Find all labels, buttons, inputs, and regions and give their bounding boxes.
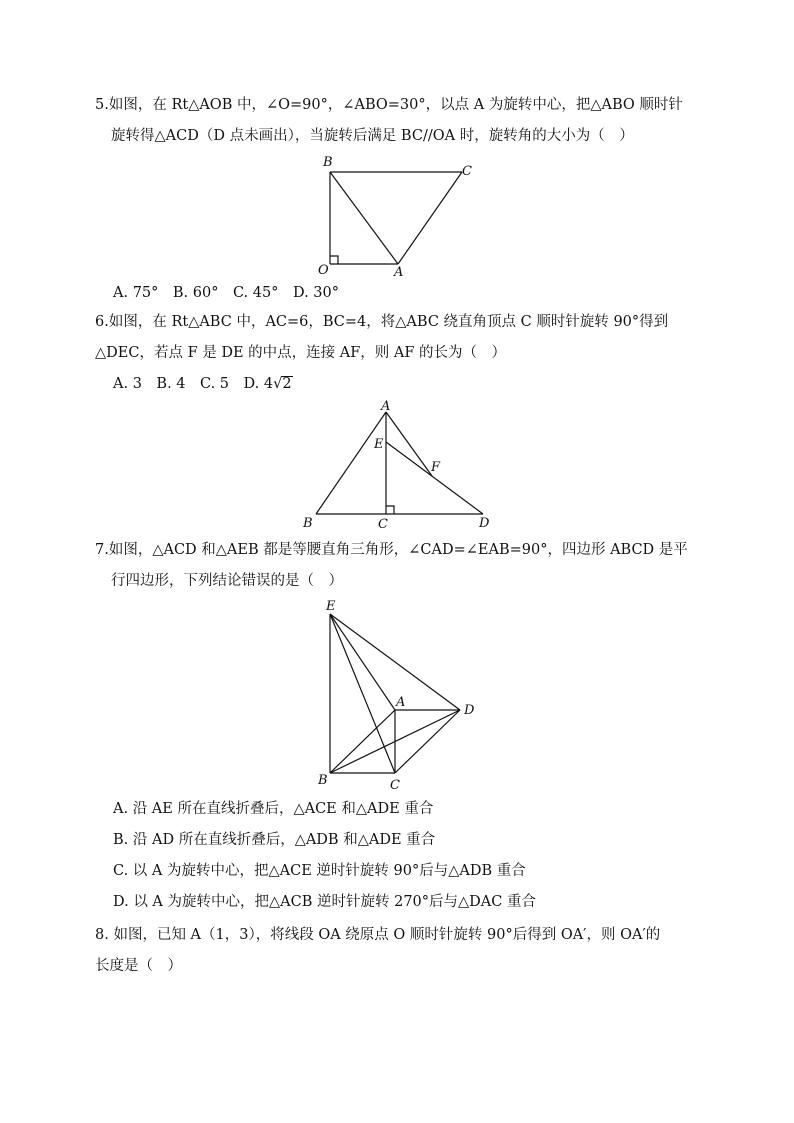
q6-label-C: C xyxy=(378,517,388,532)
q8-stem-line1: 8. 如图，已知 A（1，3），将线段 OA 绕原点 O 顺时针旋转 90°后得到 OA′，则 OA′的 xyxy=(95,927,661,943)
q6-stem-line1: 6.如图，在 Rt△ABC 中，AC=6，BC=4，将△ABC 绕直角顶点 C 顺时针旋转 90°得到 xyxy=(95,314,669,330)
q6-options xyxy=(113,374,293,394)
q7-option-b: B. 沿 AD 所在直线折叠后，△ADB 和△ADE 重合 xyxy=(113,832,436,848)
q7-label-D: D xyxy=(464,703,475,718)
q7-stem-line2: 行四边形，下列结论错误的是（ ） xyxy=(111,573,343,589)
q6-figure xyxy=(298,398,503,533)
q5-label-B: B xyxy=(323,155,333,170)
q6-label-F: F xyxy=(431,460,441,475)
q6-label-E: E xyxy=(374,437,384,452)
q5-stem-line2: 旋转得△ACD（D 点未画出），当旋转后满足 BC//OA 时，旋转角的大小为（ ） xyxy=(111,128,634,144)
q6-stem-line2: △DEC，若点 F 是 DE 的中点，连接 AF，则 AF 的长为（ ） xyxy=(95,345,507,361)
q8-stem-line2: 长度是（ ） xyxy=(95,958,182,974)
q5-label-A: A xyxy=(394,265,404,280)
q7-label-B: B xyxy=(318,773,328,788)
radical-sign-icon: √ xyxy=(273,376,283,392)
q7-label-C: C xyxy=(390,778,400,793)
q7-option-d: D. 以 A 为旋转中心，把△ACB 逆时针旋转 270°后与△DAC 重合 xyxy=(113,894,536,910)
q5-label-C: C xyxy=(462,164,472,179)
q7-option-a: A. 沿 AE 所在直线折叠后，△ACE 和△ADE 重合 xyxy=(113,801,434,817)
q6-label-D: D xyxy=(479,516,490,531)
q7-figure xyxy=(312,596,482,796)
q6-label-A: A xyxy=(381,399,391,414)
q7-option-c: C. 以 A 为旋转中心，把△ACE 逆时针旋转 90°后与△ADB 重合 xyxy=(113,863,526,879)
q7-label-E: E xyxy=(326,599,336,614)
q6-options-radicand: 2 xyxy=(282,376,292,392)
q7-label-A: A xyxy=(396,695,406,710)
q7-stem-line1: 7.如图，△ACD 和△AEB 都是等腰直角三角形，∠CAD=∠EAB=90°，四边形 ABCD 是平 xyxy=(95,542,688,558)
q6-options-text: A. 3 B. 4 C. 5 D. 4 xyxy=(113,376,274,392)
q5-stem-line1: 5.如图，在 Rt△AOB 中，∠O=90°，∠ABO=30°，以点 A 为旋转中心，把△ABO 顺时针 xyxy=(95,97,683,113)
q5-figure xyxy=(310,152,490,282)
q5-label-O: O xyxy=(318,263,329,278)
q5-options: A. 75° B. 60° C. 45° D. 30° xyxy=(113,285,339,301)
q6-label-B: B xyxy=(303,516,313,531)
